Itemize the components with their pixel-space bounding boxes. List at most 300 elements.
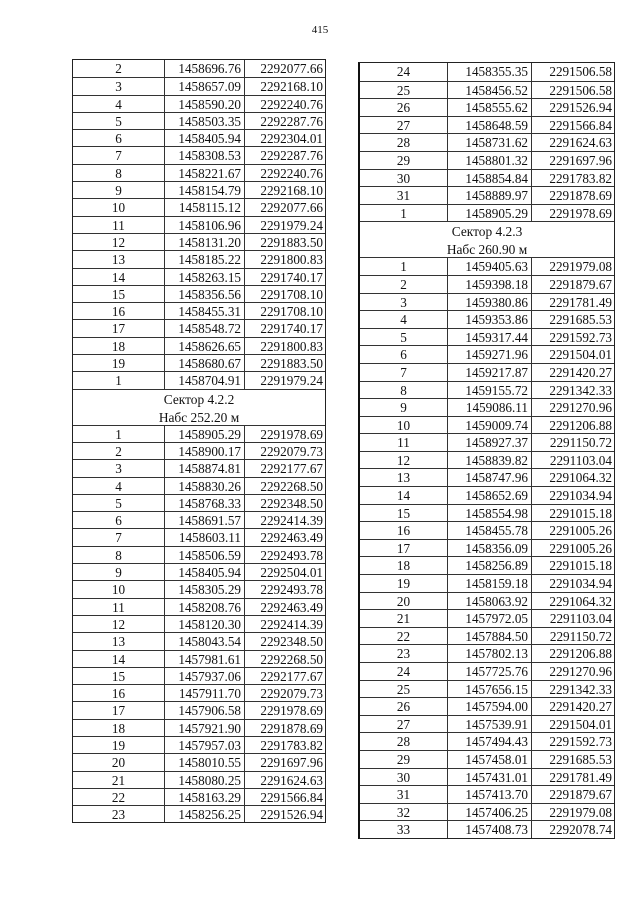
point-number: 30 xyxy=(360,769,448,786)
y-coordinate: 2291697.96 xyxy=(260,755,323,771)
y-coordinate: 2291883.50 xyxy=(260,356,323,372)
table-row xyxy=(360,98,614,116)
y-coordinate: 2291592.73 xyxy=(549,329,612,345)
point-number: 19 xyxy=(73,355,165,371)
table-row xyxy=(73,302,325,319)
point-number: 8 xyxy=(73,165,165,181)
x-coordinate: 1458801.32 xyxy=(448,152,532,169)
table-row xyxy=(73,216,325,233)
point-number: 9 xyxy=(73,564,165,580)
table-row xyxy=(73,268,325,285)
x-coordinate: 1458120.30 xyxy=(165,616,245,632)
point-number: 17 xyxy=(360,540,448,557)
point-number: 1 xyxy=(360,258,448,275)
y-coordinate: 2292168.10 xyxy=(260,183,323,199)
x-coordinate: 1458159.18 xyxy=(448,575,532,592)
y-coordinate: 2291150.72 xyxy=(549,628,612,644)
sector-title: Сектор 4.2.2 xyxy=(163,391,235,407)
point-number: 14 xyxy=(73,651,165,667)
x-coordinate: 1457884.50 xyxy=(448,628,532,645)
y-coordinate: 2292463.49 xyxy=(260,530,323,546)
point-number: 32 xyxy=(360,804,448,821)
table-row xyxy=(73,598,325,615)
y-coordinate: 2292168.10 xyxy=(260,79,323,95)
point-number: 3 xyxy=(73,460,165,476)
table-row xyxy=(360,363,614,381)
x-coordinate: 1458626.65 xyxy=(165,338,245,354)
y-coordinate: 2292268.50 xyxy=(260,478,323,494)
point-number: 28 xyxy=(360,733,448,750)
x-coordinate: 1458106.96 xyxy=(165,217,245,233)
table-row xyxy=(360,451,614,469)
point-number: 26 xyxy=(360,99,448,116)
y-coordinate: 2291879.67 xyxy=(549,276,612,292)
table-row xyxy=(360,381,614,399)
x-coordinate: 1457413.70 xyxy=(448,786,532,803)
table-row xyxy=(73,719,325,736)
table-row xyxy=(360,169,614,187)
point-number: 17 xyxy=(73,702,165,718)
table-row xyxy=(73,494,325,511)
x-coordinate: 1457431.01 xyxy=(448,769,532,786)
x-coordinate: 1458263.15 xyxy=(165,269,245,285)
x-coordinate: 1458221.67 xyxy=(165,165,245,181)
y-coordinate: 2291978.69 xyxy=(260,426,323,442)
point-number: 14 xyxy=(73,269,165,285)
x-coordinate: 1458208.76 xyxy=(165,599,245,615)
point-number: 22 xyxy=(73,789,165,805)
point-number: 27 xyxy=(360,117,448,134)
x-coordinate: 1458043.54 xyxy=(165,633,245,649)
x-coordinate: 1458889.97 xyxy=(448,187,532,204)
table-row xyxy=(360,556,614,574)
y-coordinate: 2291783.82 xyxy=(260,737,323,753)
table-row xyxy=(360,662,614,680)
point-number: 21 xyxy=(360,610,448,627)
y-coordinate: 2291420.27 xyxy=(549,364,612,380)
point-number: 22 xyxy=(360,628,448,645)
point-number: 18 xyxy=(73,338,165,354)
table-row xyxy=(360,486,614,504)
point-number: 25 xyxy=(360,681,448,698)
y-coordinate: 2291979.24 xyxy=(260,373,323,389)
coordinates-table-left xyxy=(72,59,326,823)
x-coordinate: 1458652.69 xyxy=(448,487,532,504)
table-row xyxy=(360,768,614,786)
table-row xyxy=(73,701,325,718)
point-number: 31 xyxy=(360,187,448,204)
table-row xyxy=(73,250,325,267)
x-coordinate: 1458455.31 xyxy=(165,303,245,319)
table-row xyxy=(73,771,325,788)
x-coordinate: 1458503.35 xyxy=(165,113,245,129)
point-number: 10 xyxy=(360,417,448,434)
point-number: 12 xyxy=(360,452,448,469)
sector-title: Сектор 4.2.3 xyxy=(451,224,523,240)
y-coordinate: 2292504.01 xyxy=(260,565,323,581)
y-coordinate: 2292240.76 xyxy=(260,165,323,181)
table-row xyxy=(73,198,325,215)
x-coordinate: 1458355.35 xyxy=(448,63,532,81)
y-coordinate: 2291064.32 xyxy=(549,593,612,609)
table-row xyxy=(360,732,614,750)
y-coordinate: 2292414.39 xyxy=(260,616,323,632)
table-row xyxy=(360,715,614,733)
y-coordinate: 2291506.58 xyxy=(549,82,612,98)
y-coordinate: 2291978.69 xyxy=(549,205,612,221)
point-number: 2 xyxy=(73,443,165,459)
point-number: 7 xyxy=(73,529,165,545)
x-coordinate: 1458704.91 xyxy=(165,372,245,388)
table-row xyxy=(360,257,614,275)
y-coordinate: 2292304.01 xyxy=(260,131,323,147)
table-row xyxy=(73,667,325,684)
page-number: 415 xyxy=(311,24,329,36)
table-row xyxy=(360,521,614,539)
y-coordinate: 2292463.49 xyxy=(260,599,323,615)
x-coordinate: 1458405.94 xyxy=(165,564,245,580)
point-number: 13 xyxy=(73,633,165,649)
table-row xyxy=(73,129,325,146)
point-number: 11 xyxy=(73,217,165,233)
table-row xyxy=(73,650,325,667)
x-coordinate: 1459217.87 xyxy=(448,364,532,381)
point-number: 6 xyxy=(360,346,448,363)
x-coordinate: 1459086.11 xyxy=(448,399,532,416)
x-coordinate: 1458305.29 xyxy=(165,581,245,597)
x-coordinate: 1458691.57 xyxy=(165,512,245,528)
x-coordinate: 1458603.11 xyxy=(165,529,245,545)
y-coordinate: 2292493.78 xyxy=(260,582,323,598)
table-row xyxy=(360,539,614,557)
point-number: 27 xyxy=(360,716,448,733)
x-coordinate: 1458590.20 xyxy=(165,96,245,112)
point-number: 2 xyxy=(360,276,448,293)
y-coordinate: 2291781.49 xyxy=(549,769,612,785)
point-number: 1 xyxy=(73,372,165,388)
coordinates-table-right xyxy=(358,62,615,839)
x-coordinate: 1458830.26 xyxy=(165,478,245,494)
y-coordinate: 2292268.50 xyxy=(260,651,323,667)
y-coordinate: 2291270.96 xyxy=(549,400,612,416)
point-number: 19 xyxy=(360,575,448,592)
y-coordinate: 2291150.72 xyxy=(549,435,612,451)
y-coordinate: 2291740.17 xyxy=(260,321,323,337)
x-coordinate: 1458163.29 xyxy=(165,789,245,805)
y-coordinate: 2291979.24 xyxy=(260,217,323,233)
point-number: 13 xyxy=(73,251,165,267)
point-number: 17 xyxy=(73,320,165,336)
y-coordinate: 2291624.63 xyxy=(260,772,323,788)
table-row xyxy=(360,433,614,451)
y-coordinate: 2292079.73 xyxy=(260,686,323,702)
y-coordinate: 2291878.69 xyxy=(260,720,323,736)
point-number: 28 xyxy=(360,134,448,151)
point-number: 23 xyxy=(360,645,448,662)
x-coordinate: 1458256.25 xyxy=(165,806,245,822)
y-coordinate: 2291064.32 xyxy=(549,470,612,486)
table-row xyxy=(360,592,614,610)
x-coordinate: 1459380.86 xyxy=(448,294,532,311)
y-coordinate: 2291685.53 xyxy=(549,751,612,767)
y-coordinate: 2291005.26 xyxy=(549,540,612,556)
x-coordinate: 1459398.18 xyxy=(448,276,532,293)
point-number: 21 xyxy=(73,772,165,788)
y-coordinate: 2291005.26 xyxy=(549,523,612,539)
point-number: 12 xyxy=(73,616,165,632)
y-coordinate: 2291592.73 xyxy=(549,734,612,750)
table-row xyxy=(73,788,325,805)
x-coordinate: 1458657.09 xyxy=(165,78,245,94)
point-number: 15 xyxy=(73,286,165,302)
table-row xyxy=(360,151,614,169)
point-number: 1 xyxy=(360,205,448,222)
x-coordinate: 1457802.13 xyxy=(448,645,532,662)
x-coordinate: 1457937.06 xyxy=(165,668,245,684)
y-coordinate: 2292493.78 xyxy=(260,547,323,563)
point-number: 30 xyxy=(360,170,448,187)
x-coordinate: 1458131.20 xyxy=(165,234,245,250)
table-row xyxy=(73,319,325,336)
x-coordinate: 1458185.22 xyxy=(165,251,245,267)
x-coordinate: 1458555.62 xyxy=(448,99,532,116)
y-coordinate: 2291342.33 xyxy=(549,382,612,398)
x-coordinate: 1459271.96 xyxy=(448,346,532,363)
sector-height: Набс 260.90 м xyxy=(446,242,528,258)
point-number: 5 xyxy=(360,329,448,346)
point-number: 9 xyxy=(360,399,448,416)
point-number: 15 xyxy=(360,505,448,522)
sector-height: Набс 252.20 м xyxy=(158,409,240,425)
y-coordinate: 2291783.82 xyxy=(549,170,612,186)
x-coordinate: 1458405.94 xyxy=(165,130,245,146)
x-coordinate: 1458506.59 xyxy=(165,547,245,563)
x-coordinate: 1458356.09 xyxy=(448,540,532,557)
point-number: 6 xyxy=(73,130,165,146)
y-coordinate: 2291883.50 xyxy=(260,234,323,250)
point-number: 16 xyxy=(73,303,165,319)
y-coordinate: 2291708.10 xyxy=(260,304,323,320)
table-row xyxy=(73,112,325,129)
point-number: 5 xyxy=(73,495,165,511)
x-coordinate: 1458900.17 xyxy=(165,443,245,459)
y-coordinate: 2291566.84 xyxy=(549,117,612,133)
point-number: 18 xyxy=(360,557,448,574)
point-number: 13 xyxy=(360,469,448,486)
point-number: 9 xyxy=(73,182,165,198)
table-row xyxy=(73,77,325,94)
point-number: 3 xyxy=(360,294,448,311)
point-number: 31 xyxy=(360,786,448,803)
y-coordinate: 2291566.84 xyxy=(260,789,323,805)
point-number: 2 xyxy=(73,60,165,77)
table-row xyxy=(360,785,614,803)
table-row xyxy=(73,164,325,181)
point-number: 7 xyxy=(360,364,448,381)
x-coordinate: 1458554.98 xyxy=(448,505,532,522)
point-number: 26 xyxy=(360,698,448,715)
point-number: 4 xyxy=(73,96,165,112)
x-coordinate: 1458905.29 xyxy=(165,426,245,442)
x-coordinate: 1457906.58 xyxy=(165,702,245,718)
table-row xyxy=(73,95,325,112)
y-coordinate: 2292414.39 xyxy=(260,513,323,529)
y-coordinate: 2292287.76 xyxy=(260,148,323,164)
point-number: 18 xyxy=(73,720,165,736)
x-coordinate: 1457921.90 xyxy=(165,720,245,736)
y-coordinate: 2291526.94 xyxy=(260,807,323,823)
point-number: 5 xyxy=(73,113,165,129)
table-row xyxy=(360,416,614,434)
table-row xyxy=(360,644,614,662)
y-coordinate: 2291206.88 xyxy=(549,646,612,662)
point-number: 23 xyxy=(73,806,165,822)
x-coordinate: 1457408.73 xyxy=(448,821,532,838)
x-coordinate: 1458927.37 xyxy=(448,434,532,451)
x-coordinate: 1458731.62 xyxy=(448,134,532,151)
table-row xyxy=(73,632,325,649)
x-coordinate: 1457911.70 xyxy=(165,685,245,701)
table-row xyxy=(73,736,325,753)
table-row xyxy=(73,337,325,354)
point-number: 29 xyxy=(360,152,448,169)
table-row xyxy=(73,181,325,198)
y-coordinate: 2292348.50 xyxy=(260,495,323,511)
point-number: 20 xyxy=(360,593,448,610)
table-row xyxy=(360,293,614,311)
point-number: 12 xyxy=(73,234,165,250)
point-number: 16 xyxy=(360,522,448,539)
point-number: 33 xyxy=(360,821,448,838)
x-coordinate: 1457957.03 xyxy=(165,737,245,753)
table-row xyxy=(73,233,325,250)
point-number: 24 xyxy=(360,63,448,81)
table-row xyxy=(360,63,614,81)
table-row xyxy=(73,528,325,545)
y-coordinate: 2291624.63 xyxy=(549,135,612,151)
point-number: 10 xyxy=(73,199,165,215)
table-row xyxy=(360,133,614,151)
y-coordinate: 2291878.69 xyxy=(549,188,612,204)
table-row xyxy=(360,574,614,592)
table-row xyxy=(73,459,325,476)
point-number: 6 xyxy=(73,512,165,528)
table-row xyxy=(360,204,614,222)
table-row xyxy=(73,477,325,494)
y-coordinate: 2292287.76 xyxy=(260,113,323,129)
x-coordinate: 1458256.89 xyxy=(448,557,532,574)
y-coordinate: 2291420.27 xyxy=(549,699,612,715)
table-row xyxy=(360,116,614,134)
point-number: 7 xyxy=(73,147,165,163)
table-row xyxy=(73,442,325,459)
point-number: 14 xyxy=(360,487,448,504)
x-coordinate: 1458548.72 xyxy=(165,320,245,336)
point-number: 8 xyxy=(360,382,448,399)
y-coordinate: 2292240.76 xyxy=(260,96,323,112)
point-number: 4 xyxy=(360,311,448,328)
table-row xyxy=(73,580,325,597)
x-coordinate: 1459353.86 xyxy=(448,311,532,328)
x-coordinate: 1458356.56 xyxy=(165,286,245,302)
y-coordinate: 2292079.73 xyxy=(260,443,323,459)
x-coordinate: 1458839.82 xyxy=(448,452,532,469)
y-coordinate: 2291697.96 xyxy=(549,152,612,168)
y-coordinate: 2291015.18 xyxy=(549,558,612,574)
table-row xyxy=(360,627,614,645)
point-number: 3 xyxy=(73,78,165,94)
x-coordinate: 1458154.79 xyxy=(165,182,245,198)
table-row xyxy=(73,285,325,302)
y-coordinate: 2292177.67 xyxy=(260,461,323,477)
table-row xyxy=(73,805,325,822)
x-coordinate: 1458768.33 xyxy=(165,495,245,511)
point-number: 19 xyxy=(73,737,165,753)
x-coordinate: 1458648.59 xyxy=(448,117,532,134)
y-coordinate: 2291800.83 xyxy=(260,338,323,354)
x-coordinate: 1457656.15 xyxy=(448,681,532,698)
point-number: 8 xyxy=(73,547,165,563)
x-coordinate: 1458063.92 xyxy=(448,593,532,610)
point-number: 25 xyxy=(360,82,448,99)
y-coordinate: 2292177.67 xyxy=(260,668,323,684)
x-coordinate: 1457494.43 xyxy=(448,733,532,750)
table-row xyxy=(360,310,614,328)
x-coordinate: 1458874.81 xyxy=(165,460,245,476)
table-row xyxy=(360,328,614,346)
x-coordinate: 1457594.00 xyxy=(448,698,532,715)
y-coordinate: 2291978.69 xyxy=(260,703,323,719)
sector-header xyxy=(360,221,614,257)
x-coordinate: 1458080.25 xyxy=(165,772,245,788)
y-coordinate: 2291342.33 xyxy=(549,681,612,697)
point-number: 11 xyxy=(73,599,165,615)
point-number: 10 xyxy=(73,581,165,597)
y-coordinate: 2291103.04 xyxy=(549,611,612,627)
y-coordinate: 2291685.53 xyxy=(549,312,612,328)
table-row xyxy=(360,275,614,293)
x-coordinate: 1457725.76 xyxy=(448,663,532,680)
table-row xyxy=(73,615,325,632)
y-coordinate: 2291526.94 xyxy=(549,100,612,116)
y-coordinate: 2291206.88 xyxy=(549,417,612,433)
x-coordinate: 1458854.84 xyxy=(448,170,532,187)
table-row xyxy=(360,820,614,838)
table-row xyxy=(360,750,614,768)
table-row xyxy=(73,60,325,77)
table-row xyxy=(360,609,614,627)
table-row xyxy=(73,371,325,388)
y-coordinate: 2291879.67 xyxy=(549,787,612,803)
x-coordinate: 1457539.91 xyxy=(448,716,532,733)
table-row xyxy=(360,803,614,821)
table-row xyxy=(73,753,325,770)
point-number: 29 xyxy=(360,751,448,768)
y-coordinate: 2291708.10 xyxy=(260,286,323,302)
x-coordinate: 1458115.12 xyxy=(165,199,245,215)
y-coordinate: 2291979.08 xyxy=(549,259,612,275)
point-number: 11 xyxy=(360,434,448,451)
x-coordinate: 1458696.76 xyxy=(165,60,245,77)
table-row xyxy=(360,345,614,363)
table-row xyxy=(360,697,614,715)
table-row xyxy=(73,684,325,701)
y-coordinate: 2291034.94 xyxy=(549,488,612,504)
x-coordinate: 1458455.78 xyxy=(448,522,532,539)
y-coordinate: 2292077.66 xyxy=(260,200,323,216)
x-coordinate: 1458747.96 xyxy=(448,469,532,486)
point-number: 24 xyxy=(360,663,448,680)
